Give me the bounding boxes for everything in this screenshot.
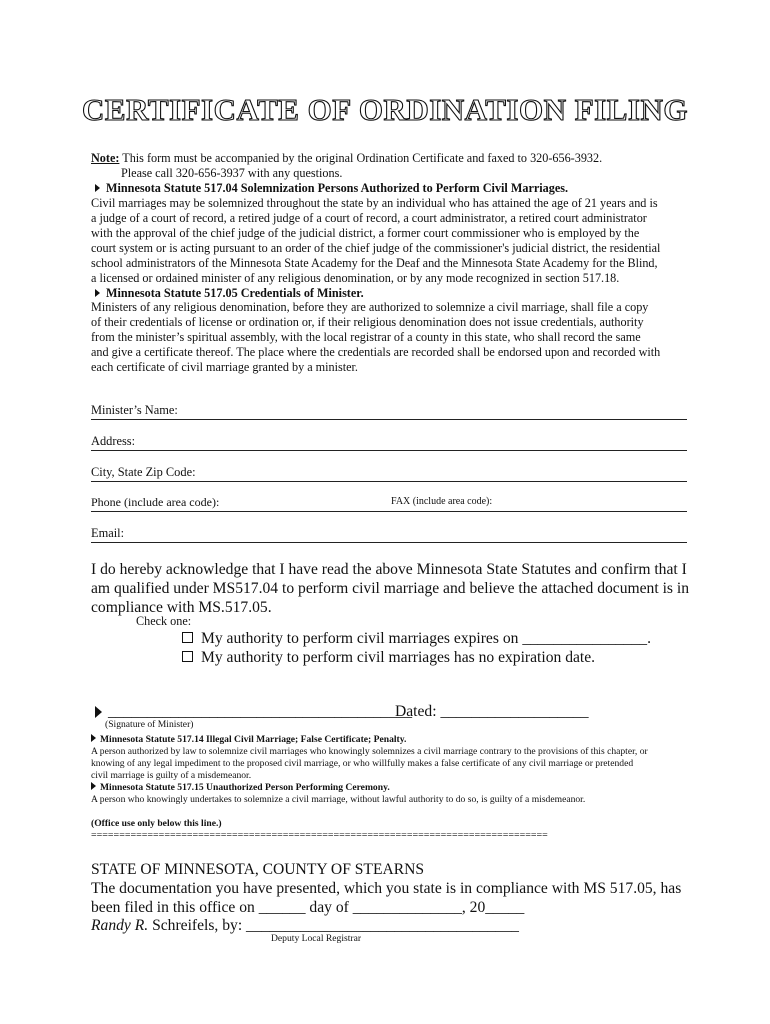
statute-517-05-heading: Minnesota Statute 517.05 Credentials of Minister. <box>91 286 687 301</box>
statute-517-04-heading: Minnesota Statute 517.04 Solemnization Persons Authorized to Perform Civil Marriages. <box>91 181 687 196</box>
state-county-line: STATE OF MINNESOTA, COUNTY OF STEARNS <box>91 861 425 878</box>
email-field[interactable] <box>91 526 687 543</box>
registrar-prefix: Randy R. <box>91 917 149 934</box>
arrow-right-icon <box>95 184 100 192</box>
phone-field[interactable] <box>91 495 687 512</box>
checkbox-no-expiration[interactable] <box>182 651 193 662</box>
email-label: Email: <box>91 526 125 540</box>
statute-517-15-text: A person who knowingly undertakes to solemnize a civil marriage, without lawful authority to do so, is guilty of a misdemeanor. <box>91 794 586 805</box>
note-text: This form must be accompanied by the original Ordination Certificate and faxed to 320-656-3932. <box>119 151 603 165</box>
minister-name-field[interactable] <box>91 403 687 420</box>
note-line-1 <box>91 151 687 166</box>
signature-arrow-icon <box>95 705 102 723</box>
arrow-right-icon <box>91 734 96 742</box>
registrar-signature: Schreifels, by: ___________________________________ <box>148 917 519 934</box>
statute-517-14-heading: Minnesota Statute 517.14 Illegal Civil Marriage; False Certificate; Penalty. <box>89 734 406 746</box>
documentation-line-1: The documentation you have presented, which you state is in compliance with MS 517.05, has <box>91 880 682 897</box>
note-label: Note: <box>91 151 120 165</box>
deputy-registrar-caption: Deputy Local Registrar <box>271 933 362 944</box>
arrow-right-icon <box>95 289 100 297</box>
option-no-expiration-label: My authority to perform civil marriages has no expiration date. <box>201 649 596 666</box>
address-field[interactable] <box>91 434 687 451</box>
statute-517-04-text: Civil marriages may be solemnized throughout the state by an individual who has attained the age of 21 years and is a judge of a court of record, a retired judge of a court of record, a court administrator, a retired court administrator with the approval of the chief judge of the judicial district, a former court commissioner who is employed by the court system or is acting pursuant to an order of the chief judge of the commissioner's judicial district, the residential school administrators of the Minnesota State Academy for the Deaf and the Minnesota State Academy for the Blind, a licensed or ordained minister of any religious denomination, or by any mode recognized in section 517.18. <box>91 196 661 285</box>
acknowledgement-text: I do hereby acknowledge that I have read the above Minnesota State Statutes and confirm that I am qualified under MS517.04 to perform civil marriage and believe the attached document is in compliance with MS.517.05. <box>91 561 690 616</box>
option-expires[interactable] <box>182 629 651 648</box>
note-line-2: Please call 320-656-3937 with any questions. <box>121 166 343 180</box>
arrow-right-icon <box>91 782 96 790</box>
signature-caption: (Signature of Minister) <box>105 719 194 730</box>
signature-line[interactable]: _______________________________________ <box>108 703 413 720</box>
address-label: Address: <box>91 434 136 448</box>
statute-517-05-text: Ministers of any religious denomination, before they are authorized to solemnize a civil marriage, shall file a copy of their credentials of license or ordination or, if their religious denomination does not issue credentials, authority from the minister’s spiritual assembly, with the local registrar of a county in this state, who shall record the same and give a certificate thereof. The place where the credentials are recorded shall be endorsed upon and recorded with each certificate of civil marriage granted by a minister. <box>91 300 661 374</box>
page-title: CERTIFICATE OF ORDINATION FILING <box>82 92 688 127</box>
fax-label: FAX (include area code): <box>391 496 493 507</box>
phone-label: Phone (include area code): <box>91 495 220 509</box>
city-state-zip-label: City, State Zip Code: <box>91 465 196 479</box>
dated-field[interactable]: Dated: ___________________ <box>395 703 589 720</box>
option-expires-label: My authority to perform civil marriages expires on ________________. <box>201 630 651 647</box>
documentation-line-2: been filed in this office on ______ day of ______________, 20_____ <box>91 899 525 916</box>
statute-517-15-heading: Minnesota Statute 517.15 Unauthorized Person Performing Ceremony. <box>89 782 390 794</box>
option-no-expiration[interactable] <box>182 648 595 667</box>
office-use-label: (Office use only below this line.) <box>91 818 222 829</box>
minister-name-label: Minister’s Name: <box>91 403 178 417</box>
separator-line: ================================================================================= <box>91 830 548 841</box>
city-state-zip-field[interactable] <box>91 465 687 482</box>
statute-517-14-text: A person authorized by law to solemnize civil marriages who knowingly solemnizes a civil marriage contrary to the provisions of this chapter, or knowing of any legal impediment to the proposed civil marriage, or who willfully makes a false certificate of any civil marriage or pretended civil marriage is guilty of a misdemeanor. <box>91 746 648 781</box>
checkbox-expires[interactable] <box>182 632 193 643</box>
check-one-label: Check one: <box>136 614 192 628</box>
